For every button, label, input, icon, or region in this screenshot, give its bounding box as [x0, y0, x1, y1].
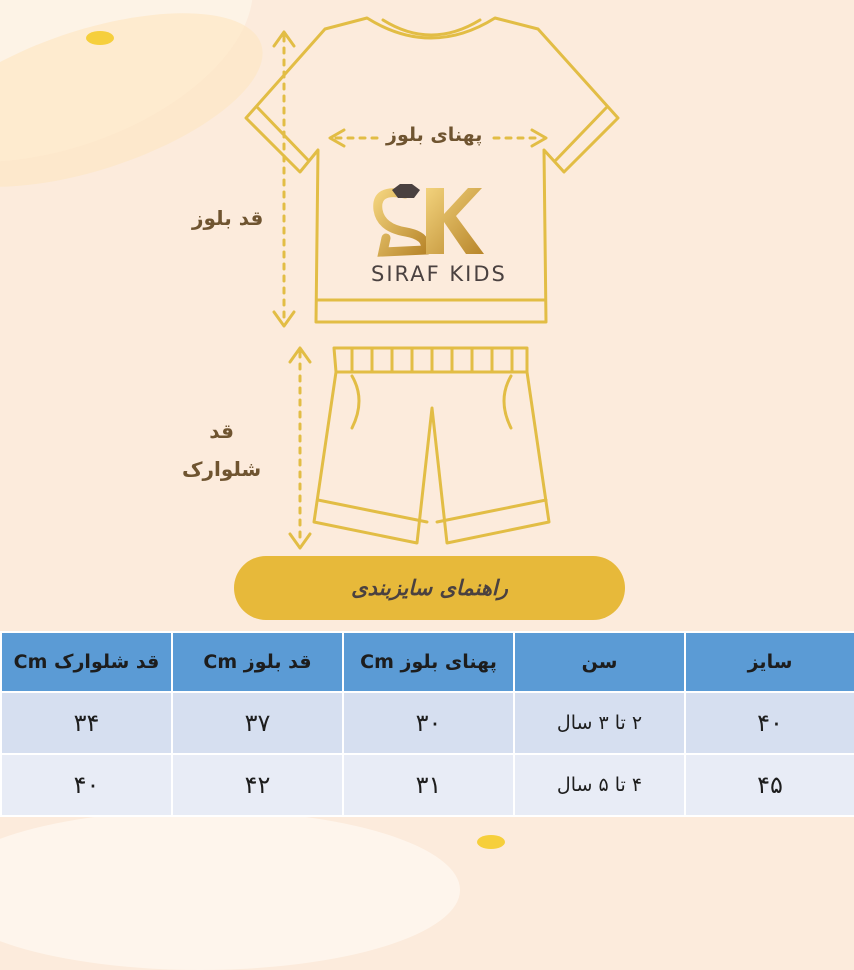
- cell-pants-height: ۳۴: [1, 692, 172, 754]
- header-age: سن: [514, 632, 685, 692]
- header-blouse-height: قد بلوز Cm: [172, 632, 343, 692]
- decorative-dot: [477, 835, 505, 849]
- header-pants-height: قد شلوارک Cm: [1, 632, 172, 692]
- pants-height-label-line1: قد: [209, 419, 234, 443]
- size-guide-title: راهنمای سایزبندی: [351, 576, 508, 600]
- cell-pants-height: ۴۰: [1, 754, 172, 816]
- brand-name: SIRAF KIDS: [371, 262, 507, 286]
- cell-blouse-height: ۳۷: [172, 692, 343, 754]
- blouse-width-label: پهنای بلوز: [386, 124, 483, 146]
- background-blob: [0, 810, 460, 970]
- blouse-height-label: قد بلوز: [192, 206, 264, 230]
- table-row: [1, 754, 854, 816]
- header-blouse-width: پهنای بلوز Cm: [343, 632, 514, 692]
- cell-age: ۲ تا ۳ سال: [514, 692, 685, 754]
- table-header-row: [1, 632, 854, 692]
- cell-blouse-width: ۳۱: [343, 754, 514, 816]
- header-size: سایز: [685, 632, 854, 692]
- cell-size: ۴۵: [685, 754, 854, 816]
- cell-blouse-width: ۳۰: [343, 692, 514, 754]
- pants-height-label-line2: شلوارک: [182, 457, 262, 481]
- size-guide-banner: [234, 556, 625, 620]
- cell-size: ۴۰: [685, 692, 854, 754]
- cell-blouse-height: ۴۲: [172, 754, 343, 816]
- table-row: [1, 692, 854, 754]
- pants-height-label: [182, 412, 261, 488]
- siraf-kids-logo-icon: [378, 184, 484, 254]
- size-table: [0, 631, 854, 817]
- shorts-icon: [314, 348, 549, 543]
- cell-age: ۴ تا ۵ سال: [514, 754, 685, 816]
